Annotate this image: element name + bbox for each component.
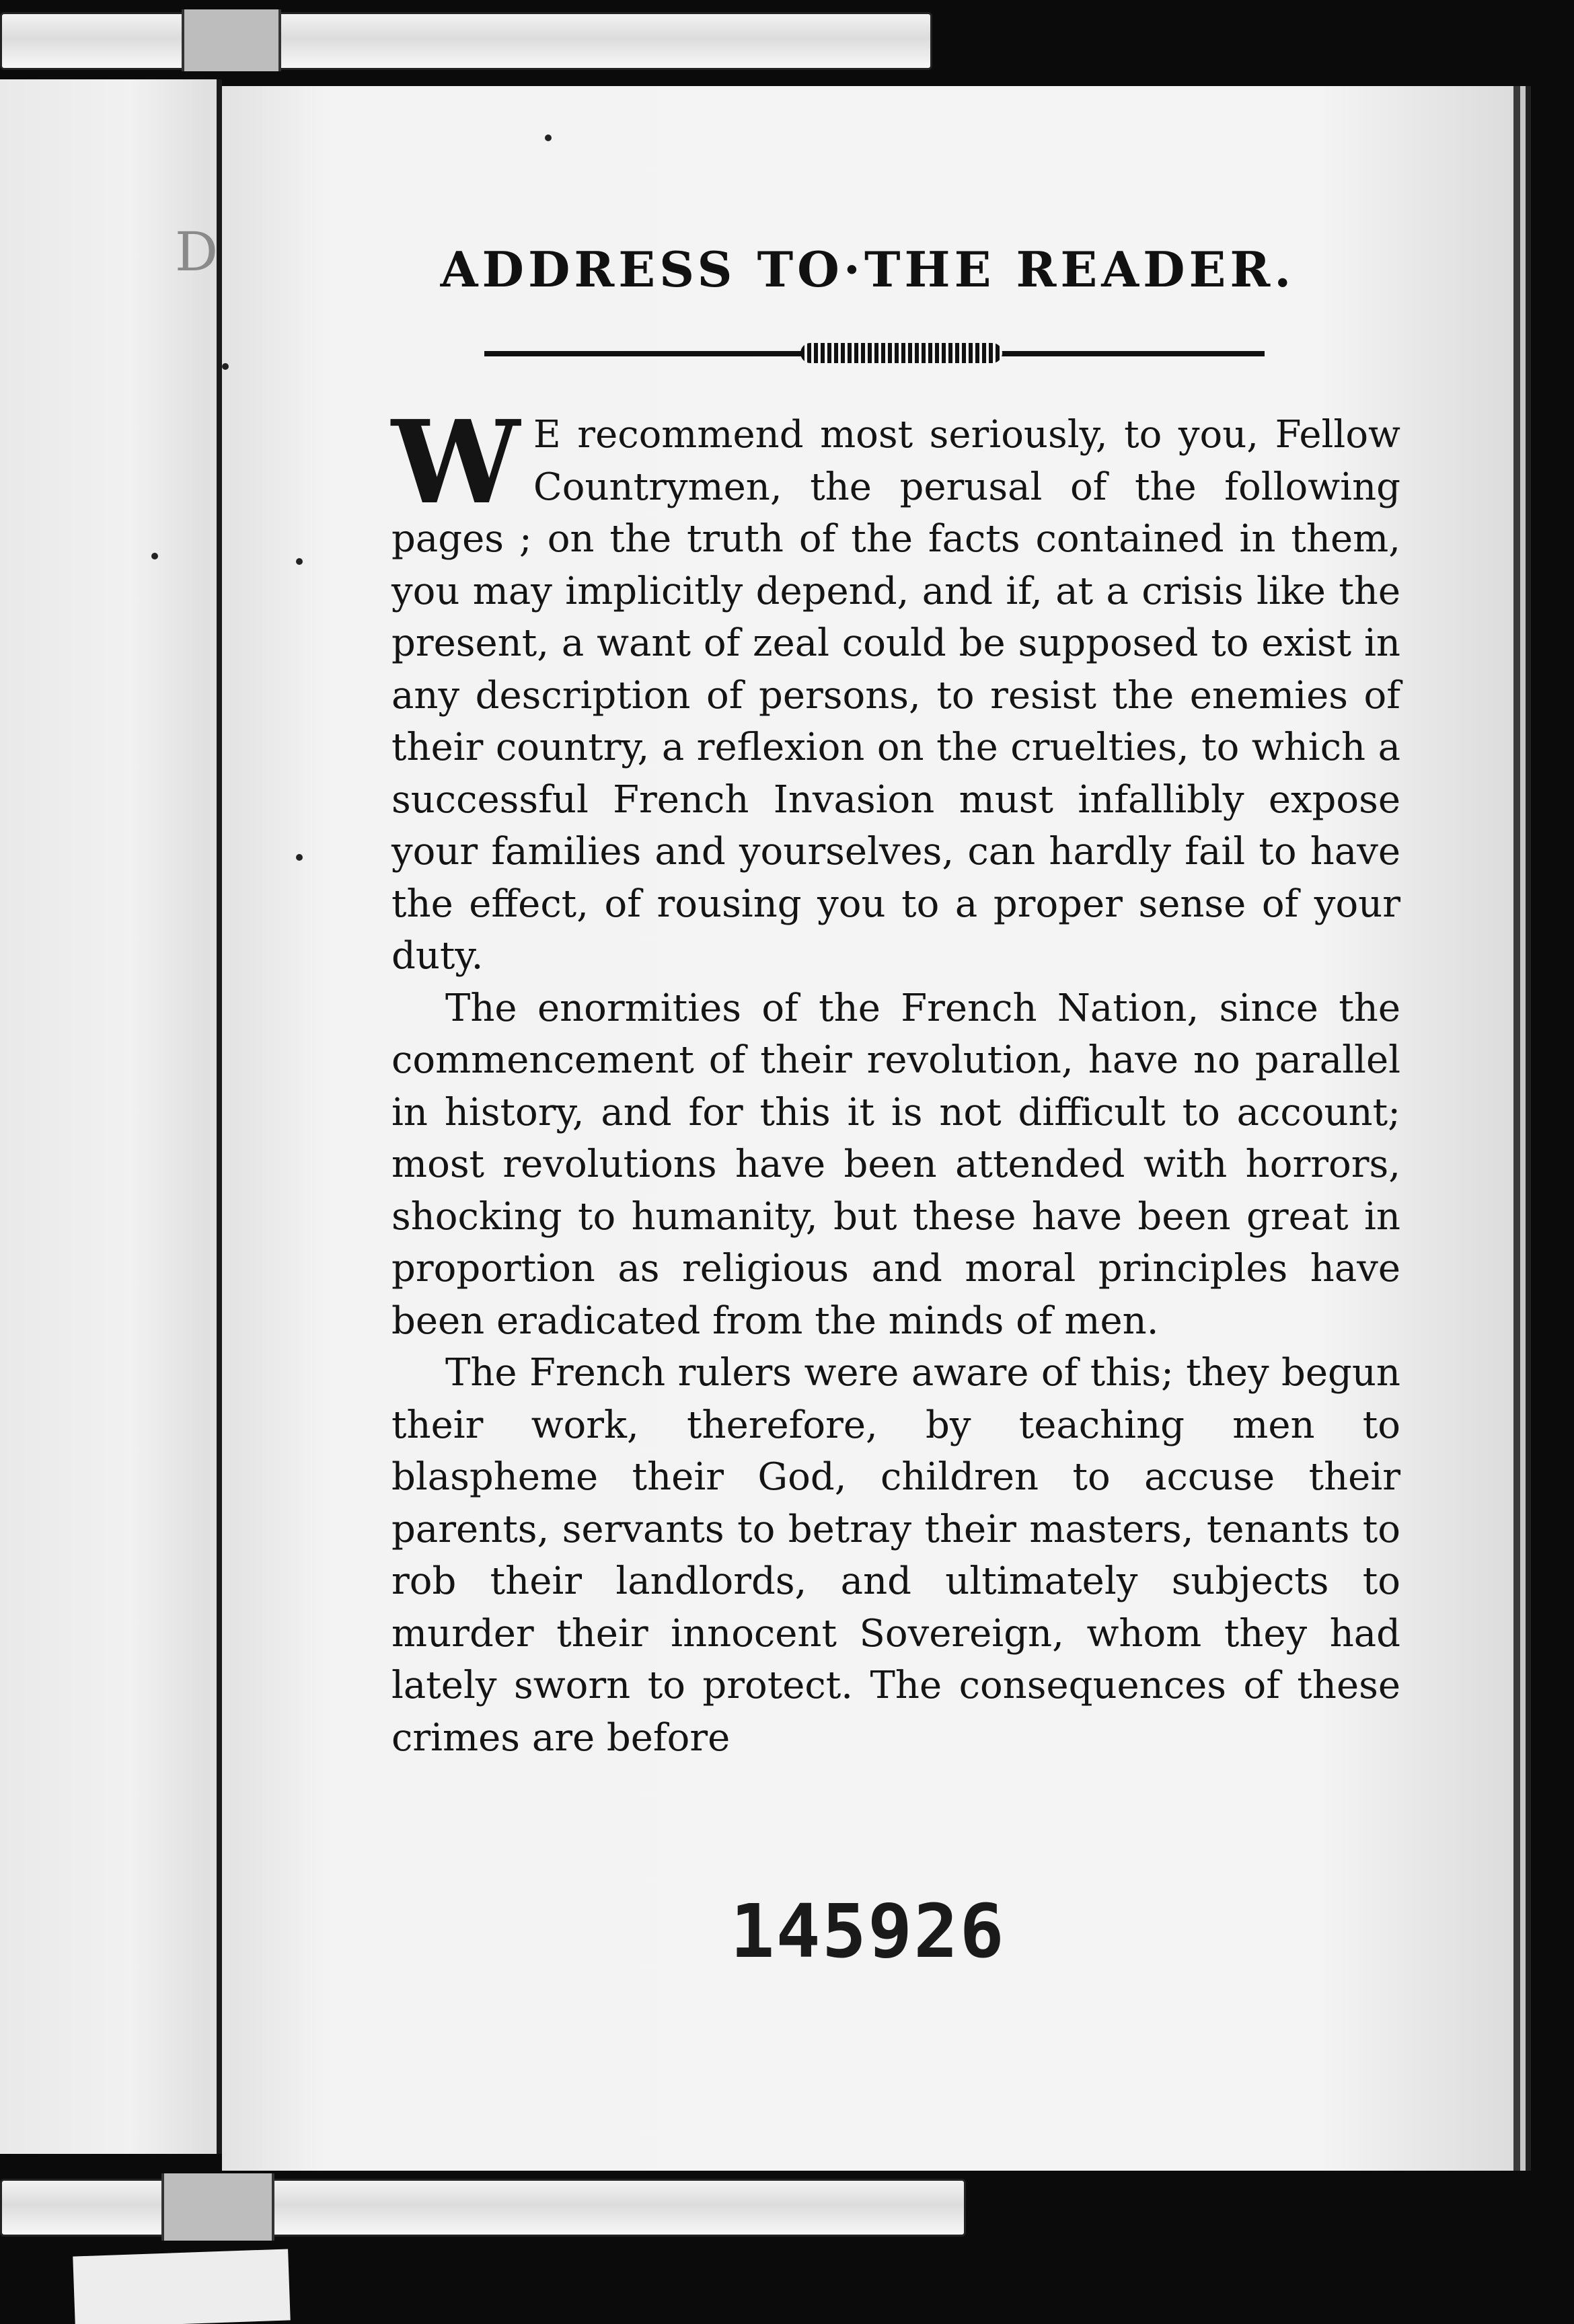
paragraph-text: E recommend most seriously, to you, Fellow Countrymen, the perusal of the following pages ; on the truth of the facts contained in them, you may implicitly depend, and if, at a crisis like the present, a want of zeal could be supposed to exist in any description of persons, to resist the enemies of their country, a reflexion on the cruelties, to which a successful French Invasion must infallibly expose your families and yourselves, can hardly fail to have the effect, of rousing you to a proper sense of your duty. <box>391 413 1400 978</box>
drop-cap: W <box>391 395 520 530</box>
facing-page-fragment: D <box>175 221 219 283</box>
speck <box>545 134 552 141</box>
paragraph: The enormities of the French Nation, since the commencement of their revolution, have no parallel in history, and for this it is not difficult to account; most revolutions have been attended with horrors, shocking to humanity, but these have been great in proportion as religious and moral principles have been eradicated from the minds of men. <box>391 986 1400 1343</box>
top-page-edge <box>0 12 932 70</box>
bottom-paper-tag <box>73 2249 291 2324</box>
speck <box>151 553 158 559</box>
facing-page <box>0 79 222 2154</box>
page-title: ADDRESS TO·THE READER. <box>440 241 1296 298</box>
top-clasp <box>182 9 281 71</box>
speck <box>296 558 303 565</box>
speck <box>296 854 303 861</box>
bottom-page-edge <box>0 2179 966 2237</box>
body-text <box>391 395 1400 1764</box>
speck <box>222 363 229 370</box>
main-page <box>222 86 1513 2171</box>
bottom-clasp <box>161 2173 274 2241</box>
paragraph: The French rulers were aware of this; they begun their work, therefore, by teaching men to blaspheme their God, children to accuse their parents, servants to betray their masters, tenants to rob their landlords, and ultimately subjects to murder their innocent Sovereign, whom they had lately sworn to protect. The consequences of these crimes are before <box>391 1351 1400 1760</box>
stamp-number: 145926 <box>730 1888 1006 1974</box>
rule-ornament <box>800 343 1002 363</box>
paragraph <box>391 395 1400 982</box>
